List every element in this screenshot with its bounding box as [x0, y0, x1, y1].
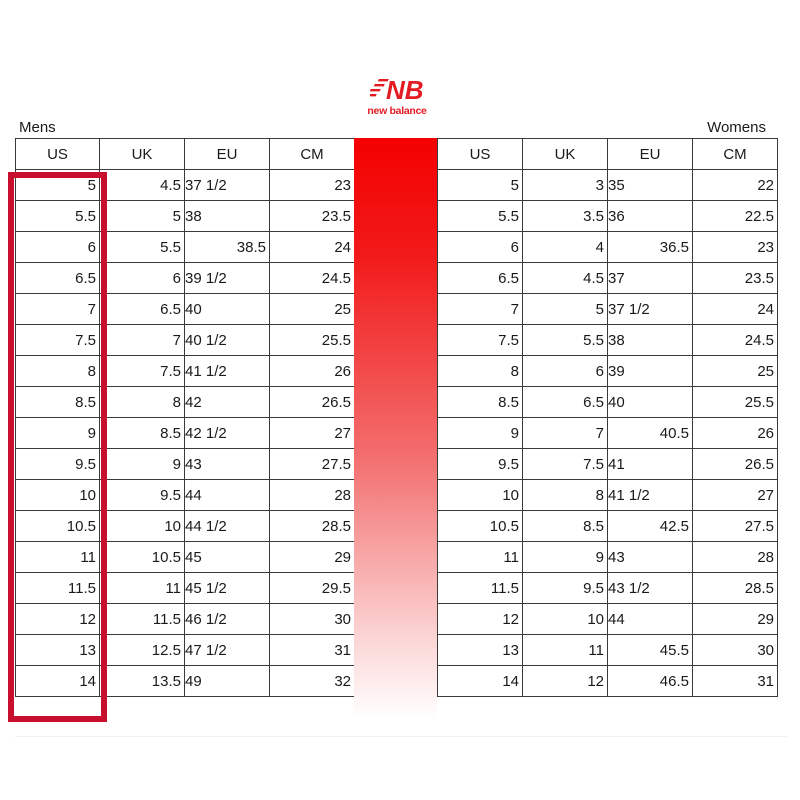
mens-cell-uk: 13.5: [100, 666, 185, 697]
mens-cell-us: 7.5: [16, 325, 100, 356]
womens-cell-eu: 40: [608, 387, 693, 418]
mens-cell-uk: 10: [100, 511, 185, 542]
womens-cell-cm: 26.5: [693, 449, 778, 480]
mens-cell-cm: 29.5: [270, 573, 355, 604]
mens-cell-us: 13: [16, 635, 100, 666]
womens-cell-eu: 43: [608, 542, 693, 573]
mens-label: Mens: [19, 119, 56, 136]
womens-cell-eu: 39: [608, 356, 693, 387]
mens-cell-uk: 11.5: [100, 604, 185, 635]
womens-cell-cm: 29: [693, 604, 778, 635]
mens-cell-eu: 43: [185, 449, 270, 480]
womens-table-row: [438, 263, 778, 294]
mens-cell-uk: 6: [100, 263, 185, 294]
womens-cell-uk: 8: [523, 480, 608, 511]
mens-cell-eu: 45: [185, 542, 270, 573]
womens-table-row: [438, 604, 778, 635]
womens-table-row: [438, 418, 778, 449]
womens-cell-uk: 9: [523, 542, 608, 573]
womens-cell-us: 5.5: [438, 201, 523, 232]
mens-cell-uk: 5.5: [100, 232, 185, 263]
womens-cell-us: 9.5: [438, 449, 523, 480]
gradient-divider: [354, 138, 437, 720]
mens-cell-cm: 31: [270, 635, 355, 666]
mens-cell-us: 14: [16, 666, 100, 697]
mens-cell-cm: 28: [270, 480, 355, 511]
womens-cell-uk: 12: [523, 666, 608, 697]
womens-table-row: [438, 542, 778, 573]
womens-cell-us: 9: [438, 418, 523, 449]
womens-table-row: [438, 232, 778, 263]
womens-table-row: [438, 170, 778, 201]
bottom-divider: [15, 736, 787, 737]
womens-cell-cm: 27: [693, 480, 778, 511]
womens-cell-us: 7.5: [438, 325, 523, 356]
womens-cell-uk: 4.5: [523, 263, 608, 294]
womens-cell-eu: 44: [608, 604, 693, 635]
brand-wordmark: new balance: [367, 105, 427, 117]
mens-cell-uk: 6.5: [100, 294, 185, 325]
womens-cell-cm: 31: [693, 666, 778, 697]
womens-cell-uk: 6: [523, 356, 608, 387]
womens-cell-cm: 22.5: [693, 201, 778, 232]
womens-table-row: [438, 449, 778, 480]
womens-table-row: [438, 294, 778, 325]
womens-label: Womens: [707, 119, 766, 136]
womens-cell-uk: 4: [523, 232, 608, 263]
womens-cell-us: 10: [438, 480, 523, 511]
mens-cell-eu: 38: [185, 201, 270, 232]
womens-cell-uk: 3: [523, 170, 608, 201]
womens-cell-eu: 36: [608, 201, 693, 232]
mens-cell-eu: 38.5: [185, 232, 270, 263]
mens-cell-cm: 23.5: [270, 201, 355, 232]
womens-cell-uk: 11: [523, 635, 608, 666]
mens-cell-eu: 46 1/2: [185, 604, 270, 635]
womens-cell-cm: 28: [693, 542, 778, 573]
mens-cell-cm: 27: [270, 418, 355, 449]
mens-cell-uk: 7: [100, 325, 185, 356]
womens-cell-us: 12: [438, 604, 523, 635]
mens-header-row: [16, 139, 355, 170]
mens-cell-cm: 27.5: [270, 449, 355, 480]
mens-cell-uk: 7.5: [100, 356, 185, 387]
mens-cell-cm: 25.5: [270, 325, 355, 356]
mens-cell-cm: 24.5: [270, 263, 355, 294]
mens-cell-eu: 40: [185, 294, 270, 325]
mens-header-eu: EU: [185, 139, 270, 170]
mens-cell-eu: 44: [185, 480, 270, 511]
mens-cell-uk: 10.5: [100, 542, 185, 573]
mens-cell-us: 9.5: [16, 449, 100, 480]
womens-cell-uk: 8.5: [523, 511, 608, 542]
womens-cell-eu: 36.5: [608, 232, 693, 263]
mens-header-cm: CM: [270, 139, 355, 170]
womens-cell-uk: 9.5: [523, 573, 608, 604]
womens-cell-eu: 37 1/2: [608, 294, 693, 325]
mens-cell-us: 11.5: [16, 573, 100, 604]
mens-cell-cm: 32: [270, 666, 355, 697]
mens-cell-eu: 40 1/2: [185, 325, 270, 356]
mens-cell-cm: 26: [270, 356, 355, 387]
mens-cell-eu: 37 1/2: [185, 170, 270, 201]
womens-header-uk: UK: [523, 139, 608, 170]
womens-cell-eu: 42.5: [608, 511, 693, 542]
mens-header-uk: UK: [100, 139, 185, 170]
womens-cell-us: 14: [438, 666, 523, 697]
womens-cell-eu: 37: [608, 263, 693, 294]
womens-cell-us: 5: [438, 170, 523, 201]
mens-cell-cm: 23: [270, 170, 355, 201]
mens-cell-us: 8.5: [16, 387, 100, 418]
womens-table-row: [438, 635, 778, 666]
womens-cell-uk: 6.5: [523, 387, 608, 418]
mens-header-us: US: [16, 139, 100, 170]
mens-cell-eu: 41 1/2: [185, 356, 270, 387]
womens-cell-eu: 45.5: [608, 635, 693, 666]
us-size-highlight-box: [8, 172, 107, 722]
mens-cell-us: 5: [16, 170, 100, 201]
mens-cell-eu: 39 1/2: [185, 263, 270, 294]
mens-cell-eu: 44 1/2: [185, 511, 270, 542]
womens-cell-us: 11.5: [438, 573, 523, 604]
mens-cell-us: 10.5: [16, 511, 100, 542]
womens-cell-cm: 27.5: [693, 511, 778, 542]
mens-cell-eu: 42: [185, 387, 270, 418]
womens-cell-us: 8.5: [438, 387, 523, 418]
womens-header-cm: CM: [693, 139, 778, 170]
womens-cell-uk: 7.5: [523, 449, 608, 480]
mens-cell-uk: 9.5: [100, 480, 185, 511]
womens-table-row: [438, 201, 778, 232]
womens-table-row: [438, 511, 778, 542]
mens-cell-uk: 9: [100, 449, 185, 480]
womens-cell-cm: 22: [693, 170, 778, 201]
womens-table-row: [438, 387, 778, 418]
womens-header-us: US: [438, 139, 523, 170]
womens-cell-cm: 28.5: [693, 573, 778, 604]
mens-cell-uk: 4.5: [100, 170, 185, 201]
womens-header-eu: EU: [608, 139, 693, 170]
mens-cell-us: 6: [16, 232, 100, 263]
womens-cell-cm: 30: [693, 635, 778, 666]
mens-cell-us: 5.5: [16, 201, 100, 232]
womens-cell-cm: 25.5: [693, 387, 778, 418]
mens-cell-us: 10: [16, 480, 100, 511]
womens-cell-eu: 35: [608, 170, 693, 201]
womens-cell-cm: 23: [693, 232, 778, 263]
mens-cell-us: 6.5: [16, 263, 100, 294]
womens-cell-uk: 5: [523, 294, 608, 325]
womens-table-row: [438, 356, 778, 387]
womens-cell-us: 6: [438, 232, 523, 263]
svg-text:NB: NB: [386, 76, 424, 104]
mens-cell-cm: 25: [270, 294, 355, 325]
mens-cell-us: 12: [16, 604, 100, 635]
mens-cell-us: 7: [16, 294, 100, 325]
mens-cell-uk: 5: [100, 201, 185, 232]
nb-logo-icon: [370, 76, 424, 104]
womens-table-row: [438, 573, 778, 604]
womens-cell-us: 8: [438, 356, 523, 387]
mens-cell-us: 8: [16, 356, 100, 387]
womens-cell-eu: 46.5: [608, 666, 693, 697]
womens-cell-us: 7: [438, 294, 523, 325]
womens-cell-eu: 38: [608, 325, 693, 356]
mens-cell-uk: 12.5: [100, 635, 185, 666]
womens-cell-uk: 5.5: [523, 325, 608, 356]
womens-table-row: [438, 666, 778, 697]
mens-cell-uk: 8.5: [100, 418, 185, 449]
womens-table-row: [438, 480, 778, 511]
womens-cell-eu: 41 1/2: [608, 480, 693, 511]
womens-cell-uk: 7: [523, 418, 608, 449]
mens-cell-cm: 30: [270, 604, 355, 635]
mens-cell-cm: 26.5: [270, 387, 355, 418]
mens-cell-cm: 29: [270, 542, 355, 573]
mens-cell-eu: 49: [185, 666, 270, 697]
womens-cell-cm: 26: [693, 418, 778, 449]
womens-cell-cm: 23.5: [693, 263, 778, 294]
womens-cell-eu: 43 1/2: [608, 573, 693, 604]
womens-header-row: [438, 139, 778, 170]
womens-table-row: [438, 325, 778, 356]
mens-cell-eu: 47 1/2: [185, 635, 270, 666]
womens-cell-us: 10.5: [438, 511, 523, 542]
womens-cell-eu: 41: [608, 449, 693, 480]
womens-cell-uk: 3.5: [523, 201, 608, 232]
womens-cell-eu: 40.5: [608, 418, 693, 449]
mens-cell-eu: 45 1/2: [185, 573, 270, 604]
womens-cell-cm: 24.5: [693, 325, 778, 356]
womens-cell-cm: 25: [693, 356, 778, 387]
mens-cell-uk: 8: [100, 387, 185, 418]
womens-cell-us: 13: [438, 635, 523, 666]
womens-cell-us: 11: [438, 542, 523, 573]
mens-cell-cm: 24: [270, 232, 355, 263]
womens-size-table: [437, 138, 778, 697]
new-balance-logo: [356, 76, 438, 120]
mens-cell-eu: 42 1/2: [185, 418, 270, 449]
mens-cell-us: 11: [16, 542, 100, 573]
womens-cell-cm: 24: [693, 294, 778, 325]
womens-cell-us: 6.5: [438, 263, 523, 294]
mens-cell-us: 9: [16, 418, 100, 449]
mens-cell-cm: 28.5: [270, 511, 355, 542]
womens-cell-uk: 10: [523, 604, 608, 635]
mens-cell-uk: 11: [100, 573, 185, 604]
